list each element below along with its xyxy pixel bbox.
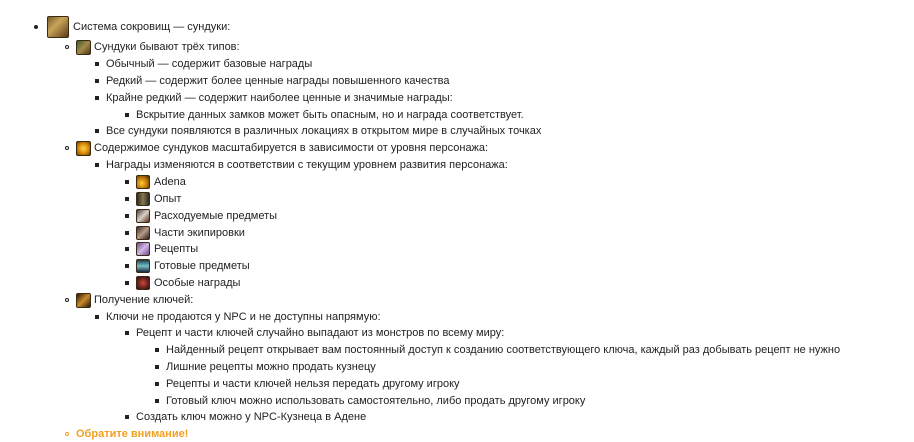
no-transfer-text: Рецепты и части ключей нельзя передать другому игроку <box>166 378 460 390</box>
bullet-square <box>95 315 99 319</box>
bullet-square <box>155 348 159 352</box>
chest-spawn-text: Все сундуки появляются в различных локациях в открытом мире в случайных точках <box>106 125 542 137</box>
reward-label: Рецепты <box>154 243 199 255</box>
bullet-square <box>125 247 129 251</box>
lock-danger-text: Вскрытие данных замков может быть опасным, но и награда соответствует. <box>136 109 524 121</box>
recipe-drop-text: Рецепт и части ключей случайно выпадают из монстров по всему миру: <box>136 327 505 339</box>
bullet-square <box>95 96 99 100</box>
bullet-square <box>125 197 129 201</box>
very-rare-chest-text: Крайне редкий — содержит наиболее ценные и значимые награды: <box>106 92 453 104</box>
bullet-square <box>155 365 159 369</box>
rare-chest-text: Редкий — содержит более ценные награды повышенного качества <box>106 75 450 87</box>
reward-label: Adena <box>154 176 186 188</box>
reward-label: Опыт <box>154 193 182 205</box>
scaling-gold-icon <box>76 141 91 156</box>
reward-label: Готовые предметы <box>154 260 250 272</box>
bullet-square <box>125 281 129 285</box>
ready-items-icon <box>136 259 150 273</box>
create-key-text: Создать ключ можно у NPC-Кузнеца в Адене <box>136 411 367 423</box>
recipe-permanent-text: Найденный рецепт открывает вам постоянный доступ к созданию соответствующего ключа, каждый раз добывать рецепт не нужно <box>166 344 841 356</box>
bullet-square <box>95 62 99 66</box>
bullet-circle <box>65 298 69 302</box>
experience-icon <box>136 192 150 206</box>
warning-text: Обратите внимание! <box>76 428 189 440</box>
bullet-square <box>125 331 129 335</box>
rewards-change-text: Награды изменяются в соответствии с текущим уровнем развития персонажа: <box>106 159 508 171</box>
bullet-square <box>125 180 129 184</box>
equipment-parts-icon <box>136 226 150 240</box>
bullet-square <box>95 163 99 167</box>
common-chest-text: Обычный — содержит базовые награды <box>106 58 313 70</box>
bullet-circle <box>65 432 69 436</box>
bullet-square <box>125 214 129 218</box>
treasure-system-title: Система сокровищ — сундуки: <box>73 21 231 33</box>
special-reward-icon <box>136 276 150 290</box>
bullet-square <box>155 382 159 386</box>
bullet-square <box>95 79 99 83</box>
bullet-square <box>125 415 129 419</box>
bullet-circle <box>65 45 69 49</box>
chest-types-label: Сундуки бывают трёх типов: <box>94 41 240 53</box>
reward-label: Особые награды <box>154 277 241 289</box>
key-icon <box>76 293 91 308</box>
small-chest-icon <box>76 40 91 55</box>
reward-label: Расходуемые предметы <box>154 210 278 222</box>
bullet-circle <box>65 146 69 150</box>
bullet-square <box>95 129 99 133</box>
bullet-square <box>125 264 129 268</box>
bullet-square <box>125 231 129 235</box>
bullet-square <box>155 399 159 403</box>
content-scaling-label: Содержимое сундуков масштабируется в зависимости от уровня персонажа: <box>94 142 489 154</box>
consumables-icon <box>136 209 150 223</box>
bullet-disc <box>34 25 38 29</box>
getting-keys-label: Получение ключей: <box>94 294 194 306</box>
reward-label: Части экипировки <box>154 227 245 239</box>
treasure-chest-icon <box>47 16 69 38</box>
recipe-icon <box>136 242 150 256</box>
keys-not-sold-text: Ключи не продаются у NPC и не доступны напрямую: <box>106 311 381 323</box>
bullet-square <box>125 113 129 117</box>
ready-key-text: Готовый ключ можно использовать самостоятельно, либо продать другому игроку <box>166 395 586 407</box>
adena-icon <box>136 175 150 189</box>
sell-recipes-text: Лишние рецепты можно продать кузнецу <box>166 361 376 373</box>
